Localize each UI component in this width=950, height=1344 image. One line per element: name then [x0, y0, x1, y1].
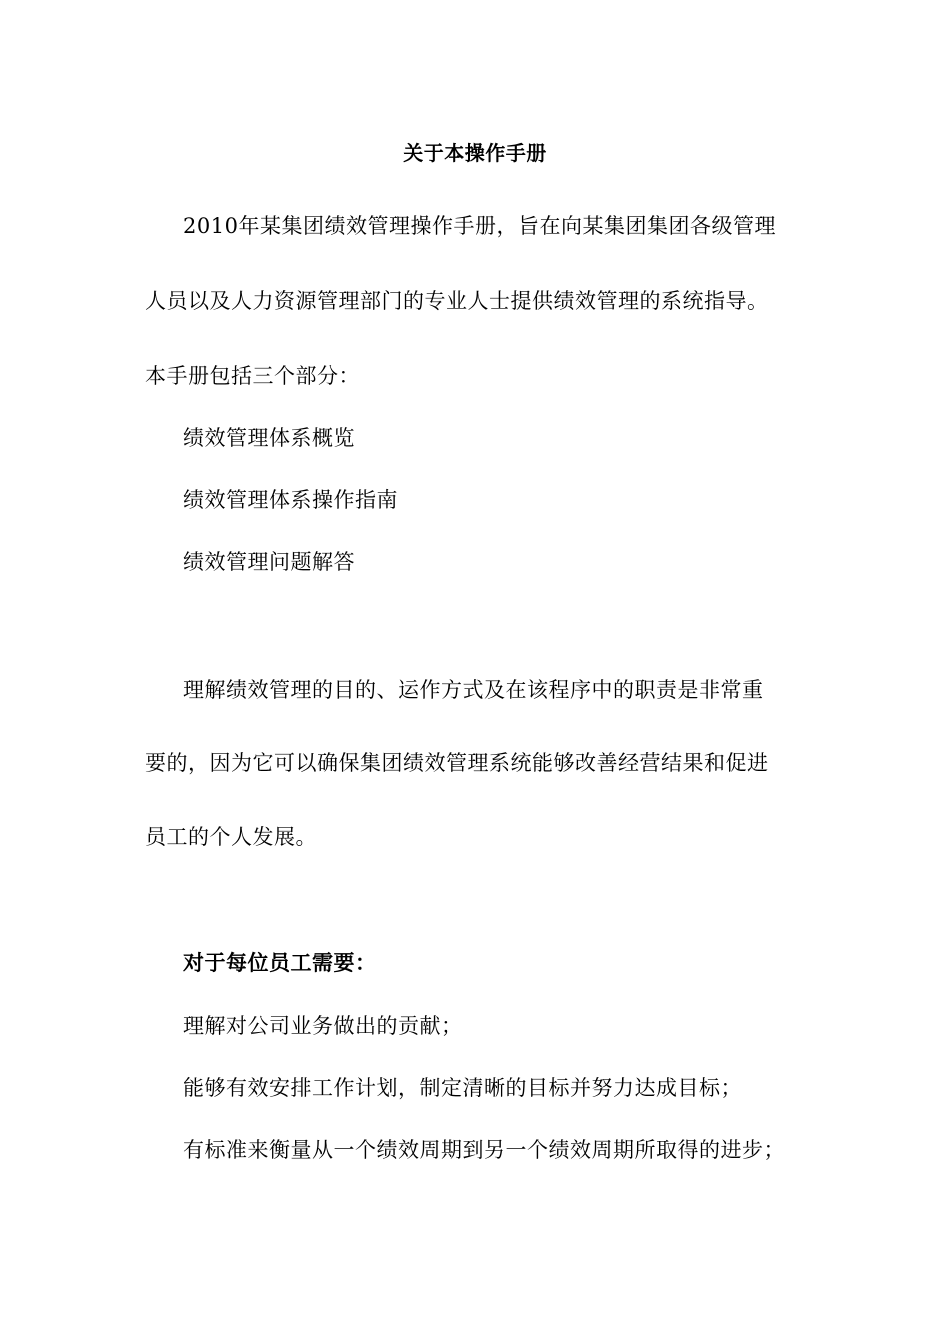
purpose-line-3: 员工的个人发展。: [145, 825, 317, 849]
intro-line-3: 本手册包括三个部分：: [145, 364, 360, 388]
part-item-3: 绩效管理问题解答: [183, 550, 355, 574]
purpose-line-1: 理解绩效管理的目的、运作方式及在该程序中的职责是非常重: [183, 678, 764, 702]
intro-line-2: 人员以及人力资源管理部门的专业人士提供绩效管理的系统指导。: [145, 289, 769, 313]
intro-line-1: 2010年某集团绩效管理操作手册，旨在向某集团集团各级管理: [183, 214, 776, 238]
employee-item-2: 能够有效安排工作计划，制定清晰的目标并努力达成目标；: [183, 1076, 742, 1100]
part-item-2: 绩效管理体系操作指南: [183, 488, 398, 512]
employee-section-heading: 对于每位员工需要：: [183, 950, 377, 975]
employee-item-3: 有标准来衡量从一个绩效周期到另一个绩效周期所取得的进步；: [183, 1138, 785, 1162]
purpose-line-2: 要的，因为它可以确保集团绩效管理系统能够改善经营结果和促进: [145, 751, 769, 775]
document-title: 关于本操作手册: [403, 141, 547, 165]
employee-item-1: 理解对公司业务做出的贡献；: [183, 1014, 463, 1038]
part-item-1: 绩效管理体系概览: [183, 426, 355, 450]
